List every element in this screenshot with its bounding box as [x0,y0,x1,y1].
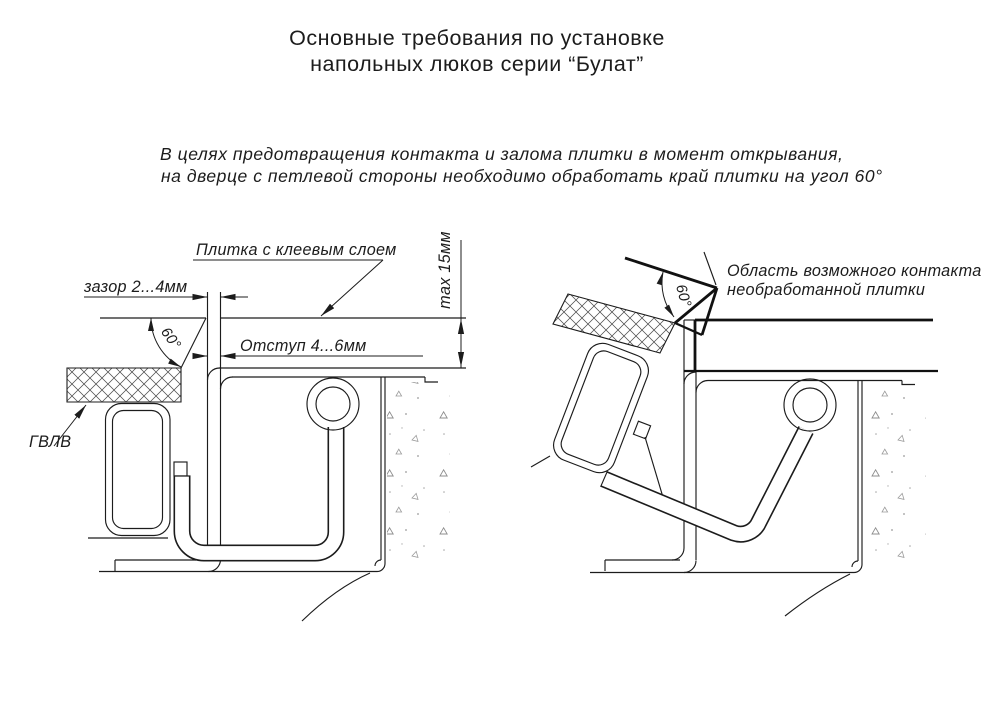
door-tube-outer [106,404,171,536]
r-door-tube-inner [558,348,644,469]
label-contact-line1: Область возможного контакта [727,262,982,280]
label-gap: зазор 2...4мм [84,278,188,296]
r-contact-triangle-base [675,323,702,335]
r-unprocessed-tile-top [625,258,717,288]
r-door-tube-outer [549,339,653,478]
r-hinge-pivot-outer [784,379,836,431]
label-angle-right: 60° [671,282,694,310]
label-tile-adhesive: Плитка с клеевым слоем [196,241,397,259]
r-frame-bottom-outer [590,565,862,573]
r-frame-bottom-fillet2 [684,561,696,573]
label-angle-left: 60° [157,324,184,353]
hinge-pivot-inner [316,387,350,421]
frame-fillet-outer [208,368,220,380]
r-arc-arrow-bottom [664,305,676,319]
page-title-line1: Основные требования по установке [289,26,665,50]
closed-hatch-diagram [29,231,466,621]
r-frame-fillet-outer [684,372,696,384]
note-line1: В целях предотвращения контакта и залома плитки в момент открывания, [160,144,844,164]
label-gvl: ГВЛВ [29,433,72,451]
r-edge-extension [704,252,716,285]
r-door-tube [549,339,653,478]
open-hatch-diagram [531,252,982,616]
arc-arrow-top [148,318,154,331]
r-frame-bottom-fillet1 [672,548,684,560]
concrete-hatch-right [864,386,926,558]
r-hinge-pivot-inner [793,388,827,422]
label-contact-line2: необработанной плитки [727,281,926,299]
ground-break-line [302,573,370,621]
r-arc-arrow-top [657,271,666,285]
frame-bottom-outer [99,564,385,572]
tile-bevel-60 [181,318,206,368]
r-frame-outer-wall-inner [852,381,858,567]
frame-fillet-inner [221,377,233,389]
gvl-board [67,368,181,402]
concrete-hatch-left [387,382,450,558]
r-ground-break-line [785,574,850,616]
hinge-arm-outline [182,427,336,553]
frame-bottom-inner [115,560,196,571]
label-max-height: max 15мм [436,231,454,309]
r-door-tile-hatched [553,294,675,353]
r-hinge-arm-fill [604,430,806,534]
r-arm-bracket [633,421,650,439]
r-frame-fillet-inner [696,381,708,393]
label-offset: Отступ 4...6мм [240,337,367,355]
note-line2: на дверце с петлевой стороны необходимо обработать край плитки на угол 60° [161,166,883,186]
hinge-arm-fill [182,427,336,553]
door-tube-inner [113,411,163,529]
page-title-line2: напольных люков серии “Булат” [310,52,644,76]
r-frame-bottom-inner [605,560,680,571]
arm-bracket [174,462,187,476]
hinge-pivot-outer [307,378,359,430]
frame-bottom-fillet2 [209,560,221,572]
r-door-tray-line [531,456,550,467]
tile-label-leader [321,260,383,316]
frame-outer-wall-inner [375,378,381,567]
r-frame-flange [708,381,915,385]
